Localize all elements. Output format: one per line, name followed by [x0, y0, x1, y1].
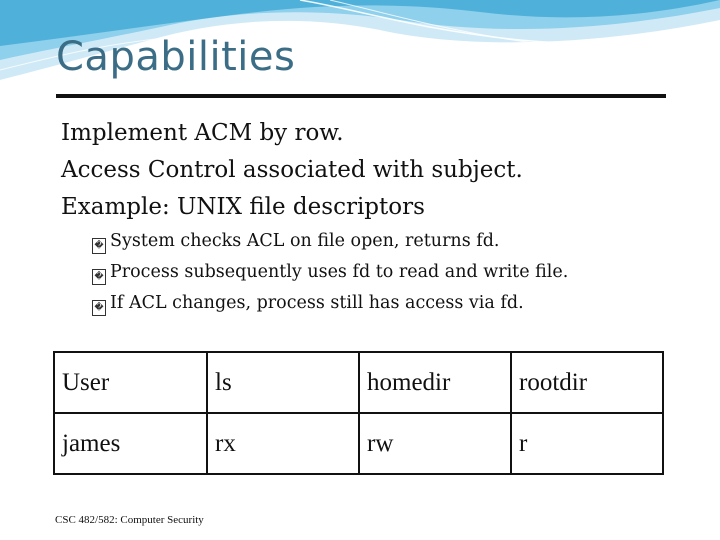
table-row	[54, 352, 663, 413]
sub-line-text: Process subsequently uses fd to read and write file.	[110, 262, 569, 282]
sub-line-text: System checks ACL on file open, returns fd.	[110, 231, 500, 251]
table-cell: r	[511, 413, 663, 474]
sub-bullet-list	[92, 226, 568, 319]
capability-table	[53, 351, 664, 475]
main-line: Access Control associated with subject.	[61, 157, 523, 183]
main-line: Example: UNIX file descriptors	[61, 194, 425, 220]
table-cell: User	[54, 352, 207, 413]
missing-glyph-bullet-icon: �	[92, 269, 106, 285]
slide-footer: CSC 482/582: Computer Security	[55, 514, 204, 526]
missing-glyph-bullet-icon: �	[92, 238, 106, 254]
table-cell: rootdir	[511, 352, 663, 413]
table-cell: homedir	[359, 352, 511, 413]
sub-line	[92, 226, 568, 257]
sub-line	[92, 257, 568, 288]
missing-glyph-bullet-icon: �	[92, 300, 106, 316]
table-row	[54, 413, 663, 474]
sub-line-text: If ACL changes, process still has access via fd.	[110, 293, 524, 313]
table-cell: rx	[207, 413, 359, 474]
title-underline	[56, 94, 666, 98]
table-cell: rw	[359, 413, 511, 474]
table-cell: ls	[207, 352, 359, 413]
main-line: Implement ACM by row.	[61, 120, 344, 146]
slide-title: Capabilities	[56, 34, 296, 80]
sub-line	[92, 288, 568, 319]
main-bullet-list	[61, 115, 523, 226]
table-cell: james	[54, 413, 207, 474]
